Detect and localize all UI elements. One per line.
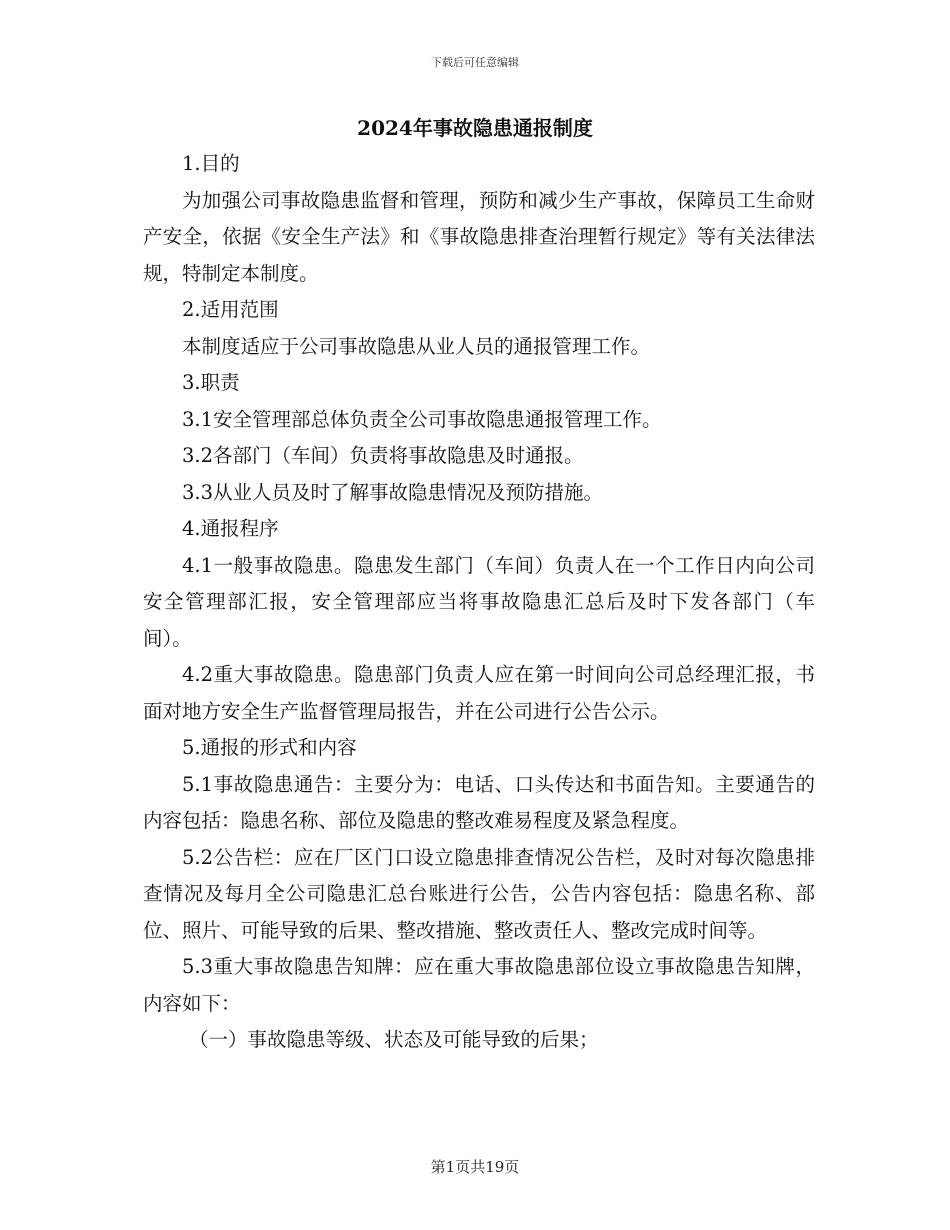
- paragraph-scope: 本制度适应于公司事故隐患从业人员的通报管理工作。: [182, 334, 651, 358]
- page-number-footer: 第1页共19页: [430, 1158, 520, 1176]
- paragraph-forms-5-3: 5.3重大事故隐患告知牌：应在重大事故隐患部位设立事故隐患告知牌，内容如下：: [143, 955, 815, 1015]
- section-heading-forms: 5.通报的形式和内容: [182, 736, 357, 759]
- section-heading-scope: 2.适用范围: [182, 298, 279, 321]
- section-heading-purpose: 1.目的: [182, 152, 240, 175]
- section-heading-duties: 3.职责: [182, 371, 240, 394]
- paragraph-forms-5-1: 5.1事故隐患通告：主要分为：电话、口头传达和书面告知。主要通告的内容包括：隐患名称、部位及隐患的整改难易程度及紧急程度。: [143, 772, 815, 832]
- paragraph-duty-3-3: 3.3从业人员及时了解事故隐患情况及预防措施。: [182, 480, 604, 504]
- paragraph-purpose: 为加强公司事故隐患监督和管理，预防和减少生产事故，保障员工生命财产安全，依据《安全生产法》和《事故隐患排查治理暂行规定》等有关法律法规，特制定本制度。: [143, 188, 815, 285]
- section-heading-procedure: 4.通报程序: [182, 517, 279, 540]
- document-body: [143, 146, 815, 1059]
- document-title: 2024年事故隐患通报制度: [357, 116, 593, 140]
- header-note: 下载后可任意编辑: [431, 56, 519, 69]
- paragraph-duty-3-2: 3.2各部门（车间）负责将事故隐患及时通报。: [182, 444, 584, 467]
- paragraph-duty-3-1: 3.1安全管理部总体负责全公司事故隐患通报管理工作。: [182, 407, 662, 431]
- paragraph-forms-5-2: 5.2公告栏：应在厂区门口设立隐患排查情况公告栏，及时对每次隐患排查情况及每月全公司隐患汇总台账进行公告，公告内容包括：隐患名称、部位、照片、可能导致的后果、整改措施、整改责任人、整改完成时间等。: [143, 845, 815, 942]
- paragraph-procedure-4-1: 4.1一般事故隐患。隐患发生部门（车间）负责人在一个工作日内向公司安全管理部汇报，安全管理部应当将事故隐患汇总后及时下发各部门（车间）。: [143, 553, 815, 650]
- paragraph-procedure-4-2: 4.2重大事故隐患。隐患部门负责人应在第一时间向公司总经理汇报，书面对地方安全生产监督管理局报告，并在公司进行公告公示。: [143, 663, 815, 723]
- list-item-1: （一）事故隐患等级、状态及可能导致的后果；: [189, 1028, 599, 1051]
